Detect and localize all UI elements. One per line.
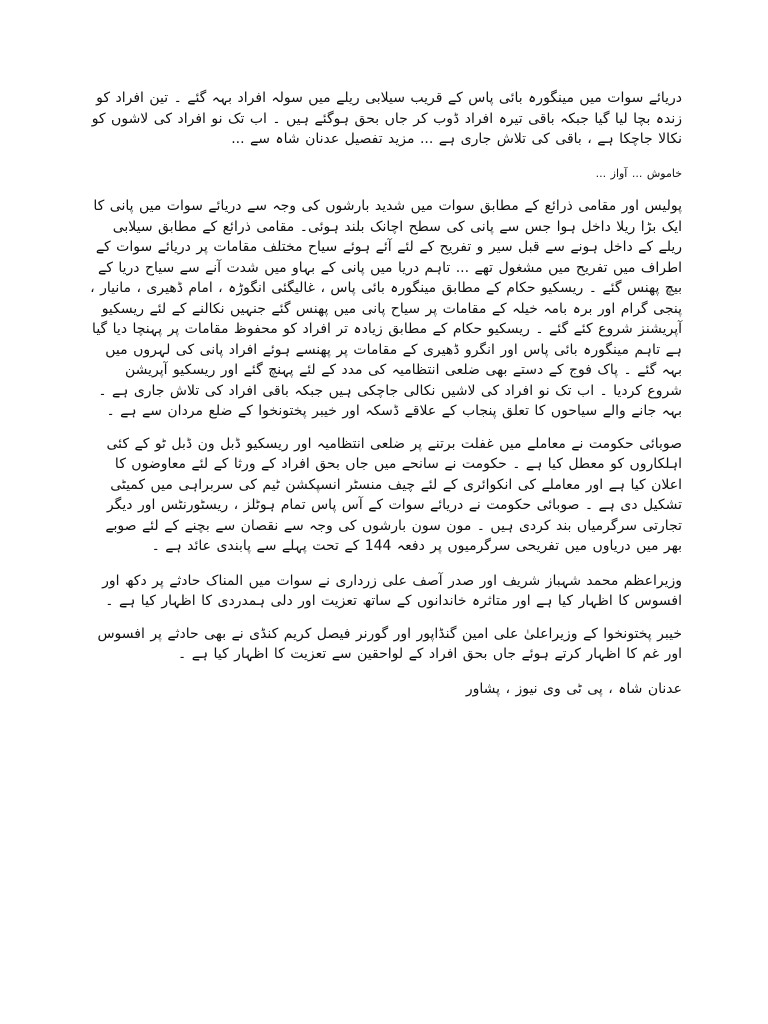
intro-paragraph: دریائے سوات میں مینگورہ بائی پاس کے قریب سیلابی ریلے میں سولہ افراد بہہ گئے ۔ تین افراد کو زندہ بچا لیا گیا جبکہ باقی تیرہ افراد ڈوب کر جاں بحق ہوگئے ہیں ۔ اب تک نو افراد کی لاشوں کو نکالا جاچکا ہے ، باقی کی تلاش جاری ہے ... مزید تفصیل عدنان شاہ سے ... [91,90,682,147]
body-paragraph-kp-condolence: خیبر پختونخوا کے وزیراعلیٰ علی امین گنڈاپور اور گورنر فیصل کریم کنڈی نے بھی حادثے پر افسوس اور غم کا اظہار کرتے ہوئے جاں بحق افراد کے لواحقین سے تعزیت کا اظہار کیا ہے ۔ [97,625,682,662]
body-paragraph-rescue: پولیس اور مقامی ذرائع کے مطابق سوات میں شدید بارشوں کی وجہ سے دریائے سوات میں پانی کا ایک بڑا ریلا داخل ہوا جس سے پانی کی سطح اچانک بلند ہوئی۔ مقامی ذرائع کے مطابق سیلابی ریلے کے داخل ہونے سے قبل سیر و تفریح کے لئے آئے ہوئے سیاح مختلف مقامات پر دریائے سوات کے اطراف میں تفریح میں مشغول تھے ... تاہم دریا میں پانی کے بہاو میں شدت آنے سے سیاح دریا کے بیچ پھنس گئے ۔ ریسکیو حکام کے مطابق مینگورہ بائی پاس ، غالیگئی انگوڑہ ، امام ڈھیری ، مانیار ، پنجی گرام اور برہ بامہ خیلہ کے مقامات پر سیاح پانی میں پھنس گئے جنہیں نکالنے کے لئے ریسکیو آپریشنز شروع کئے گئے ۔ ریسکیو حکام کے مطابق زیادہ تر افراد کو محفوظ مقامات پر پہنچا دیا گیا ہے تاہم مینگورہ بائی پاس اور انگرو ڈھیری کے مقامات پر پھنسے ہوئے افراد پانی کی لہروں میں بہہ گئے ۔ پاک فوج کے دستے بھی ضلعی انتظامیہ کی مدد کے لئے پہنچ گئے اور ریسکیو آپریشن شروع کردیا ۔ اب تک نو افراد کی لاشیں نکالی جاچکی ہیں جبکہ باقی افراد کی تلاش جاری ہے ۔ بہہ جانے والے سیاحوں کا تعلق پنجاب کے علاقے ڈسکہ اور خیبر پختونخوا کے ضلع مردان سے ہے ۔ [90,198,682,419]
reporter-signoff: عدنان شاہ ، پی ٹی وی نیوز ، پشاور [465,680,682,697]
body-paragraph-government: صوبائی حکومت نے معاملے میں غفلت برتنے پر ضلعی انتظامیہ اور ریسکیو ڈبل ون ڈبل ٹو کے کئی اہلکاروں کو معطل کیا ہے ۔ حکومت نے سانحے میں جاں بحق افراد کے ورثا کے لئے معاوضوں کا اعلان کیا ہے اور معاملے کی انکوائری کے لئے چیف منسٹر انسپکشن ٹیم کی سربراہی میں کمیٹی تشکیل دی ہے ۔ صوبائی حکومت نے دریائے سوات کے آس پاس تمام ہوٹلز ، ریسٹورنٹس اور دیگر تجارتی سرگرمیاں بند کردی ہیں ۔ مون سون بارشوں کی وجہ سے نقصان سے بچنے کے لئے صوبے بھر میں دریاوں میں تفریحی سرگرمیوں پر دفعہ 144 کے تحت پہلے سے پابندی عائد ہے ۔ [105,435,682,554]
document-body [86,88,682,699]
body-paragraph-pm-condolence: وزیراعظم محمد شہباز شریف اور صدر آصف علی زرداری نے سوات میں المناک حادثے پر دکھ اور افسوس کا اظہار کیا ہے اور متاثرہ خاندانوں کے ساتھ تعزیت اور دلی ہمدردی کا اظہار کیا ہے ۔ [102,572,682,609]
silence-cue: خاموش ... آواز ... [595,166,682,180]
